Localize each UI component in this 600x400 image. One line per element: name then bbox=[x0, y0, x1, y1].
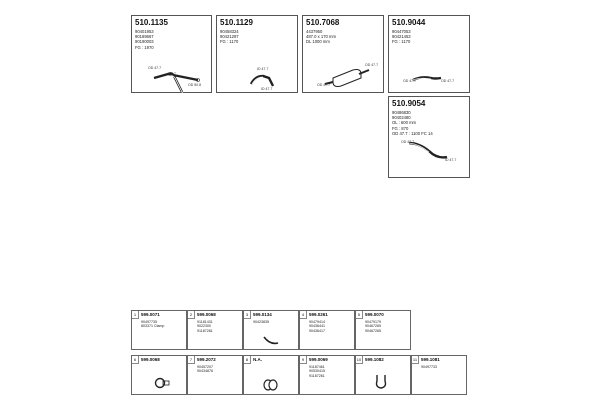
accessory-index: 7 bbox=[188, 356, 195, 364]
accessory-number: 599.0070 bbox=[365, 312, 384, 317]
part-number: 510.9054 bbox=[392, 99, 426, 108]
accessory-number: N.A. bbox=[253, 357, 262, 362]
part-card-1[interactable] bbox=[131, 15, 212, 93]
pipe-drawing bbox=[389, 97, 471, 179]
part-number: 510.9044 bbox=[392, 18, 426, 27]
accessory-codes: 90457207 90434876 bbox=[197, 365, 213, 374]
pipe-drawing bbox=[389, 16, 471, 94]
accessory-1[interactable] bbox=[131, 310, 187, 350]
oem-codes: 90486830 90402480 OL : 600 mm FG : 870 OD 47.7 : 1100 FC 14 bbox=[392, 110, 433, 136]
accessory-codes: 90479179 90467265 90467265 bbox=[365, 320, 381, 333]
oem-codes: 90401953 90189667 90190003 FG : 1970 bbox=[135, 29, 154, 50]
sleeve-icon bbox=[262, 378, 280, 392]
accessory-codes: 91187461 90530415 91187261 bbox=[309, 365, 325, 378]
accessory-number: 599.1081 bbox=[421, 357, 440, 362]
accessory-index: 4 bbox=[300, 311, 307, 319]
accessory-index: 6 bbox=[132, 356, 139, 364]
dim-label: OD 47.7 bbox=[403, 79, 417, 83]
accessory-number: 599.0261 bbox=[309, 312, 328, 317]
accessory-codes: 90423835 bbox=[253, 320, 269, 324]
part-card-5[interactable] bbox=[388, 96, 470, 178]
dim-label: OD 47.7 bbox=[148, 66, 162, 70]
part-card-3[interactable] bbox=[302, 15, 384, 93]
dim-label: OD 50.8 bbox=[188, 83, 202, 87]
accessory-11[interactable] bbox=[411, 355, 467, 395]
pipe-drawing bbox=[132, 16, 213, 94]
accessory-index: 5 bbox=[356, 311, 363, 319]
part-number: 510.7068 bbox=[306, 18, 340, 27]
accessory-10[interactable] bbox=[355, 355, 411, 395]
accessory-index: 11 bbox=[412, 357, 418, 362]
oem-codes: 4437950 487.0 x 170 mm DL 1000 mm bbox=[306, 29, 337, 45]
part-number: 510.1129 bbox=[220, 18, 253, 27]
dim-label: ID 47.7 bbox=[261, 87, 273, 91]
accessory-index: 9 bbox=[300, 356, 307, 364]
accessory-index: 1 bbox=[132, 311, 139, 319]
accessory-9[interactable] bbox=[299, 355, 355, 395]
accessory-3[interactable] bbox=[243, 310, 299, 350]
accessory-codes: 91181431 9022300 91187281 bbox=[197, 320, 213, 333]
accessory-index: 3 bbox=[244, 311, 251, 319]
part-card-4[interactable] bbox=[388, 15, 470, 93]
dim-label: OD 47.7 bbox=[365, 63, 379, 67]
dim-label: OD 47.7 bbox=[401, 140, 415, 144]
hanger-icon bbox=[372, 373, 390, 391]
pipe-drawing bbox=[217, 16, 299, 94]
oem-codes: 90458324 90421297 FG : 1170 bbox=[220, 29, 239, 45]
oem-codes: 90447053 90421453 FG : 1170 bbox=[392, 29, 411, 45]
clamp-icon bbox=[152, 376, 172, 390]
accessory-index: 2 bbox=[188, 311, 195, 319]
accessory-7[interactable] bbox=[187, 355, 243, 395]
accessory-2[interactable] bbox=[187, 310, 243, 350]
accessory-5[interactable] bbox=[355, 310, 411, 350]
dim-label: ID 47.7 bbox=[257, 67, 269, 71]
dim-label: 17.7 bbox=[169, 72, 176, 76]
accessory-number: 599.0071 bbox=[141, 312, 160, 317]
accessory-codes: 90497735 803371 Clamp bbox=[141, 320, 165, 329]
accessory-number: 599.2072 bbox=[197, 357, 216, 362]
accessory-number: 599.0068 bbox=[141, 357, 160, 362]
part-number: 510.1135 bbox=[135, 18, 168, 27]
accessory-index: 8 bbox=[244, 356, 251, 364]
dim-label: OD 47.7 bbox=[317, 83, 331, 87]
accessory-number: 599.0068 bbox=[197, 312, 216, 317]
accessory-8[interactable] bbox=[243, 355, 299, 395]
muffler-drawing bbox=[303, 16, 385, 94]
dim-label: OD 47.7 bbox=[441, 79, 455, 83]
accessory-number: 599.1082 bbox=[365, 357, 384, 362]
accessory-codes: 90479414 90436441 90436417 bbox=[309, 320, 325, 333]
accessory-index: 10 bbox=[356, 357, 362, 362]
accessory-4[interactable] bbox=[299, 310, 355, 350]
accessory-6[interactable] bbox=[131, 355, 187, 395]
part-card-2[interactable] bbox=[216, 15, 298, 93]
dim-label: ID 47.7 bbox=[445, 158, 457, 162]
accessory-number: 599.0134 bbox=[253, 312, 272, 317]
accessory-codes: 90497733 bbox=[421, 365, 437, 369]
gasket-icon bbox=[262, 333, 282, 347]
accessory-number: 599.0069 bbox=[309, 357, 328, 362]
